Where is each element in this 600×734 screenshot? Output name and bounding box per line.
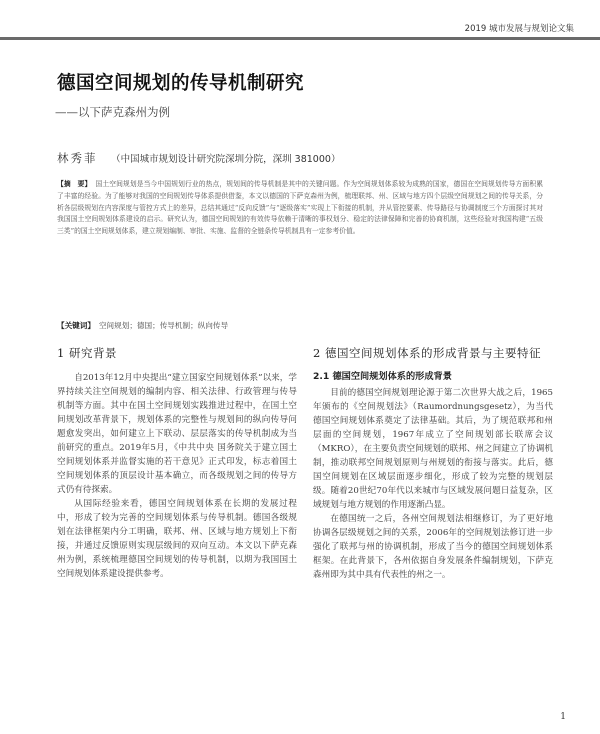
left-column: [57, 345, 297, 581]
section-2-paragraph: 在德国统一之后，各州空间规划法相继修订，为了更好地协调各层级规划之间的关系，2006年的空间规划法修订进一步强化了联邦与州的协调机制，形成了当今的德国空间规划体系框架。在此背景下，各州依据自身发展条件编制规划，下萨克森州即为其中具有代表性的州之一。: [313, 514, 553, 580]
section-1-paragraph: 从国际经验来看，德国空间规划体系在长期的发展过程中，形成了较为完善的空间规划体系与传导机制。德国各级规划在法律框架内分工明确，联邦、州、区域与地方规划上下衔接，并通过反馈原则实现层级间的双向互动。本文以下萨克森州为例，系统梳理德国空间规划的传导机制，以期为我国国土空间规划体系建设提供参考。: [57, 499, 297, 579]
paper-title: 德国空间规划的传导机制研究: [57, 73, 305, 94]
author-affiliation: （中国城市规划设计研究院深圳分院，深圳 381000）: [111, 154, 341, 165]
header-rule: [0, 37, 600, 40]
abstract: [57, 179, 543, 238]
abstract-text: 国土空间规划是当今中国规划行业的热点，规划间的传导机制是其中的关键问题。作为空间规划体系较为成熟的国家，德国在空间规划传导方面积累了丰富的经验。为了能够对我国的空间规划传导体系提供借鉴，本文以德国的下萨克森州为例，梳理联邦、州、区域与地方四个层级空间规划之间的传导关系，分析各层级规划在内容深度与管控方式上的差异，总结其通过“反向反馈”与“逐级落实”实现上下衔接的机制，并从管控要素、传导路径与协调制度三个方面探讨其对我国国土空间规划体系建设的启示。研究认为，德国空间规划的有效传导依赖于清晰的事权划分、稳定的法律保障和完善的协商机制，这些经验对我国构建“五级三类”的国土空间规划体系，建立规划编制、审批、实施、监督的全链条传导机制具有一定参考价值。: [57, 180, 544, 236]
abstract-label: 【摘 要】: [57, 180, 92, 188]
section-2-1-heading: 2.1 德国空间规划体系的形成背景: [313, 371, 452, 382]
keywords: [57, 320, 543, 331]
section-1-paragraph: 自2013年12月中央提出“建立国家空间规划体系”以来，学界持续关注空间规划的编制内容、相关法律、行政管理与传导机制等方面。其中在国土空间规划实践推进过程中，在国土空间规划改革背景下，规划体系的完整性与规划间的纵向传导问题愈发突出，如何建立上下联动、层层落实的传导机制成为当前研究的重点。2019年5月，《中共中央 国务院关于建立国土空间规划体系并监督实施的若干意见》正式印发，标志着国土空间规划体系的顶层设计基本确立，而各级规划之间的传导方式仍有待探索。: [57, 373, 297, 495]
right-column: [313, 345, 553, 582]
running-head: 2019 城市发展与规划论文集: [464, 24, 574, 34]
author-name: 林秀菲: [57, 151, 98, 165]
keywords-text: 空间规划；德国；传导机制；纵向传导: [98, 321, 229, 330]
section-2-paragraph: 目前的德国空间规划理论源于第二次世界大战之后，1965年颁布的《空间规划法》（Raumordnungsgesetz），为当代德国空间规划体系奠定了法律基础。其后，为了规范联邦和州层面的空间规划，1967年成立了空间规划部长联席会议（MKRO），在主要负责空间规划的联邦、州之间建立了协调机制，推动联邦空间规划原则与州规划的衔接与落实。此后，德国空间规划在区域层面逐步细化，形成了较为完整的规划层级。随着20世纪70年代以来城市与区域发展问题日益复杂，区域规划与地方规划的作用逐渐凸显。: [313, 388, 553, 510]
keywords-label: 【关键词】: [57, 321, 95, 330]
page-number: 1: [560, 712, 566, 722]
section-2-heading: 2 德国空间规划体系的形成背景与主要特征: [313, 346, 541, 360]
author-line: [57, 150, 340, 166]
paper-subtitle: ——以下萨克森州为例: [55, 105, 170, 119]
section-1-heading: 1 研究背景: [57, 346, 117, 360]
